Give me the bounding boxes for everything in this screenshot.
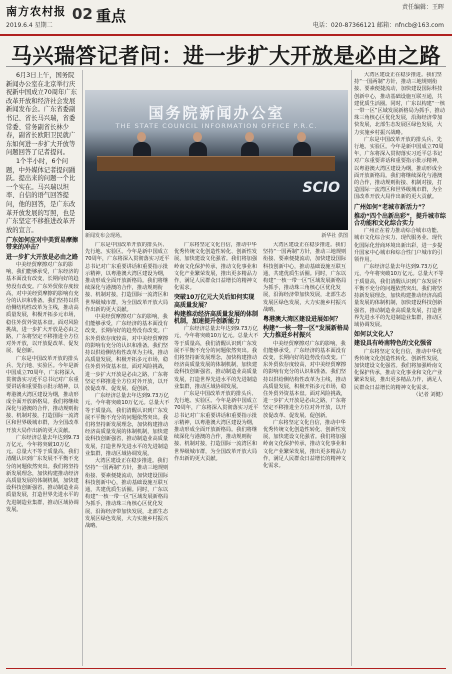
body-text: 广东将坚定文化自信，推动中华优秀传统文化创造性转化、创新性发展，加快建设文化强省。我们将加强岭南文化保护传承，推动文化事业和文化产业繁荣发展，推出更多精品力作，满足人民群众日益增长的精神文化需求。 (263, 419, 347, 470)
masthead: 南方农村报 (6, 5, 66, 18)
audience (85, 200, 348, 230)
section-title: 重点 (96, 7, 127, 25)
column-2 (85, 242, 171, 666)
byline: （记者 刘健） (413, 391, 446, 398)
body-text: 大湾区建设正在稳步推进。我们坚持“一国两制”方针，推动三地规则衔接、要素便捷流动，加快建设国际科技创新中心，推动基础设施互联互通，共建优质生活圈。同时，广东以构建“一核一带一区”区域发展新格局为抓手，推动珠三角核心区优化发展，沿海经济带加快发展，北部生态发展区绿色发展，大力实施乡村振兴战略。 (263, 242, 347, 313)
subhead: 粤港澳大湾区建设进展如何？ (263, 316, 342, 324)
body-text: 大湾区建设正在稳步推进。我们坚持“一国两制”方针，推动三地规则衔接、要素便捷流动，加快建设国际科技创新中心，推动基础设施互联互通，共建优质生活圈。同时，广东以构建“一核一带一区”区域发展新格局为抓手，推动珠三角核心区优化发展，沿海经济带加快发展，北部生态发展区绿色发展，大力实施乡村振兴战略。 (85, 458, 169, 529)
column-5 (354, 72, 446, 666)
subhead-answer: 推动“四个出新出彩”，提升城市综合功能和文化综合实力 (354, 212, 446, 228)
body-text: 中美经贸摩擦对广东的影响，我们能够承受，广东经济的基本面没有改变，长期向好的趋势没有改变。广东外贸依存度较高，对中美经贸摩擦的影响有充分的认识和准备。我们坚持以供给侧结构性改革为主线，推动高质量发展，积极开拓多元市场，稳住外贸外资基本盘。面对风险挑战，进一步扩大开放是必由之路，广东将坚定不移推进全方位对外开放，以开放促改革、促发展、促创新。 (6, 261, 79, 355)
photo-banner: 国务院新闻办公室 (148, 104, 285, 122)
body-text: 广东经济总量去年达到9.73万亿元，今年将突破10万亿元。总量大不等于质量高，我们清醒认识到广东发展不平衡不充分的问题依然突出。我们将坚持新发展理念，加快构建推动经济高质量发展的体制机制，加快建设科技创新强省，推动制造业高质量发展，打造世界先进水平的先进制造业集群，推动区域协调发展。 (6, 434, 80, 513)
photo-caption-row (85, 232, 348, 239)
subhead: 突破10万亿元大关后如何实现高质量发展？ (174, 294, 255, 309)
column-divider (82, 70, 83, 666)
lead-paragraph: 6月3日上午，国务院新闻办公室在北京举行庆祝新中国成立70周年广东改革开放和经济社会发展新闻发布会。广东省委副书记、省长马兴瑞，省委常委、常务副省长林少春，副省长欧阳卫民就广东如何进一步扩大开放等问题回答了记者提问。 (6, 72, 77, 157)
photo-credit: 新华社 供图 (321, 233, 348, 239)
podium (97, 156, 335, 171)
issue-date: 2019.6.4 星期二 (6, 22, 53, 29)
page-header (0, 0, 452, 36)
subhead: 广州如何“老城市新活力”？ (354, 203, 428, 211)
editor-credit: 责任编辑：王晖 (401, 4, 444, 11)
body-text: 广州正在着力推动综合城市功能、城市文化综合实力、现代服务业、现代化国际化营商环境出新出彩，进一步提升国家中心城市和综合性门户城市的引领作用。 (354, 228, 443, 264)
body-text: 大湾区建设正在稳步推进。我们坚持“一国两制”方针，推动三地规则衔接、要素便捷流动，加快建设国际科技创新中心，推动基础设施互联互通，共建优质生活圈。同时，广东以构建“一核一带一区”区域发展新格局为抓手，推动珠三角核心区优化发展，沿海经济带加快发展，北部生态发展区绿色发展，大力实施乡村振兴战略。 (354, 72, 445, 136)
speaker-head (137, 132, 146, 142)
body-text: 广东经济总量去年达到9.73万亿元，今年将突破10万亿元。总量大不等于质量高，我们清醒认识到广东发展不平衡不充分的问题依然突出。我们将坚持新发展理念，加快构建推动经济高质量发展的体制机制，加快建设科技创新强省，推动制造业高质量发展，打造世界先进水平的先进制造业集群，推动区域协调发展。 (174, 326, 259, 390)
article-headline: 马兴瑞答记者问：进一步扩大开放是必由之路 (11, 44, 441, 68)
speaker-head (245, 132, 254, 142)
scio-logo: SCIO (302, 180, 340, 196)
body-text: 广东是中国改革开放的排头兵、先行地、实验区。今年是新中国成立70周年，广东将深入贯彻落实习近平总书记对广东重要讲话和重要指示批示精神，以粤港澳大湾区建设为纲，推动形成全面开放新格局。我们将继续深化与港澳的合作，推动规则衔接、机制对接，打造国际一流湾区和世界级城市群，为全国改革开放大局作出新的更大贡献。 (85, 242, 170, 313)
subhead-answer: 进一步扩大开放是必由之路 (6, 253, 79, 261)
contact-info: 电话：020-87366121 邮箱：nfncb@163.com (312, 22, 444, 29)
subhead-answer: 构建“一核一带一区”发展新格局 大力推进乡村振兴 (263, 325, 349, 340)
subhead: 如何以文化人？ (354, 331, 397, 339)
body-text: 广东经济总量去年达到9.73万亿元，今年将突破10万亿元。总量大不等于质量高，我们清醒认识到广东发展不平衡不充分的问题依然突出。我们将坚持新发展理念，加快构建推动经济高质量发展的体制机制，加快建设科技创新强省，推动制造业高质量发展，打造世界先进水平的先进制造业集群，推动区域协调发展。 (354, 264, 444, 328)
page-number: 02 (72, 5, 93, 23)
column-3 (174, 242, 260, 666)
subhead: 广东如何应对中美贸易摩擦带来的冲击？ (6, 237, 79, 252)
photo-banner-english: THE STATE COUNCIL INFORMATION OFFICE P.R.C. (115, 122, 318, 130)
photo-caption: 新闻发布会现场。 (85, 233, 126, 239)
body-text: 广东是中国改革开放的排头兵、先行地、实验区。今年是新中国成立70周年，广东将深入贯彻落实习近平总书记对广东重要讲话和重要指示批示精神，以粤港澳大湾区建设为纲，推动形成全面开放新格局。我们将继续深化与港澳的合作，推动规则衔接、机制对接，打造国际一流湾区和世界级城市群，为全国改革开放大局作出新的更大贡献。 (354, 136, 444, 201)
column-4 (263, 242, 349, 666)
body-text: 广东将坚定文化自信，推动中华优秀传统文化创造性转化、创新性发展，加快建设文化强省。我们将加强岭南文化保护传承，推动文化事业和文化产业繁荣发展，推出更多精品力作，满足人民群众日益增长的精神文化需求。 (354, 348, 443, 391)
page-bottom-rule (6, 668, 446, 669)
column-1 (6, 72, 80, 666)
second-paragraph: 1个半小时，6个问题，中外媒体记者提问踊跃。提出来的问题一个比一个实在。马兴瑞以坦率、自信的语气回答提问，他的回答，是广东改革开放发展的写照，也是广东坚定不移推进改革开放的宣言。 (6, 157, 76, 234)
body-text: 广东经济总量去年达到9.73万亿元，今年将突破10万亿元。总量大不等于质量高，我们清醒认识到广东发展不平衡不充分的问题依然突出。我们将坚持新发展理念，加快构建推动经济高质量发展的体制机制，加快建设科技创新强省，推动制造业高质量发展，打造世界先进水平的先进制造业集群，推动区域协调发展。 (85, 393, 170, 457)
press-conference-photo (85, 90, 348, 230)
speaker-head (193, 132, 202, 142)
body-text: 中美经贸摩擦对广东的影响，我们能够承受，广东经济的基本面没有改变，长期向好的趋势没有改变。广东外贸依存度较高，对中美经贸摩擦的影响有充分的认识和准备。我们坚持以供给侧结构性改革为主线，推动高质量发展，积极开拓多元市场，稳住外贸外资基本盘。面对风险挑战，进一步扩大开放是必由之路，广东将坚定不移推进全方位对外开放，以开放促改革、促发展、促创新。 (85, 314, 169, 393)
speaker-head (297, 132, 306, 142)
body-text: 广东是中国改革开放的排头兵、先行地、实验区。今年是新中国成立70周年，广东将深入贯彻落实习近平总书记对广东重要讲话和重要指示批示精神，以粤港澳大湾区建设为纲，推动形成全面开放新格局。我们将继续深化与港澳的合作，推动规则衔接、机制对接，打造国际一流湾区和世界级城市群，为全国改革开放大局作出新的更大贡献。 (174, 391, 259, 462)
subhead-answer: 建设具有岭南特色的文化强省 (354, 340, 433, 348)
body-text: 广东是中国改革开放的排头兵、先行地、实验区。今年是新中国成立70周年，广东将深入贯彻落实习近平总书记对广东重要讲话和重要指示批示精神，以粤港澳大湾区建设为纲，推动形成全面开放新格局。我们将继续深化与港澳的合作，推动规则衔接、机制对接，打造国际一流湾区和世界级城市群，为全国改革开放大局作出新的更大贡献。 (6, 355, 79, 434)
subhead-answer: 构建推动经济高质量发展的体制机制，加速提升创新能力 (174, 310, 259, 326)
body-text: 中美经贸摩擦对广东的影响，我们能够承受，广东经济的基本面没有改变，长期向好的趋势没有改变。广东外贸依存度较高，对中美经贸摩擦的影响有充分的认识和准备。我们坚持以供给侧结构性改革为主线，推动高质量发展，积极开拓多元市场，稳住外贸外资基本盘。面对风险挑战，进一步扩大开放是必由之路，广东将坚定不移推进全方位对外开放，以开放促改革、促发展、促创新。 (263, 340, 347, 419)
body-text: 广东将坚定文化自信，推动中华优秀传统文化创造性转化、创新性发展，加快建设文化强省。我们将加强岭南文化保护传承，推动文化事业和文化产业繁荣发展，推出更多精品力作，满足人民群众日益增长的精神文化需求。 (174, 242, 258, 292)
column-divider (351, 70, 352, 666)
headline-divider (6, 66, 446, 67)
